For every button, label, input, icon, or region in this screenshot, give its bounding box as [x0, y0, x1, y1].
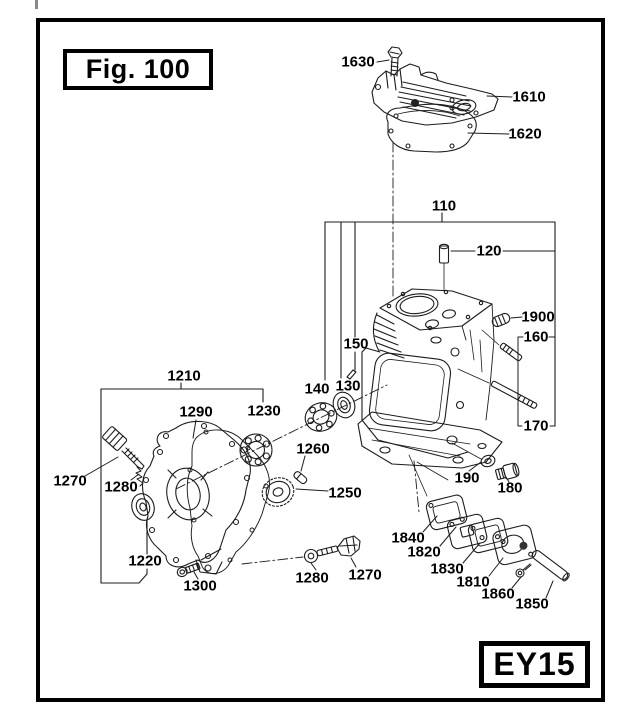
model-code-box [479, 641, 590, 688]
part-label-150: 150 [343, 335, 369, 353]
model-code: EY15 [493, 646, 576, 682]
part-label-1270-bottom: 1270 [348, 566, 382, 584]
part-label-1630: 1630 [341, 53, 375, 71]
part-label-1230: 1230 [247, 402, 281, 420]
part-label-1250: 1250 [328, 484, 362, 502]
part-label-1820: 1820 [407, 543, 441, 561]
part-label-180: 180 [497, 479, 523, 497]
part-label-1830: 1830 [430, 560, 464, 578]
part-label-1220: 1220 [128, 552, 162, 570]
figure-number-box [63, 49, 213, 90]
part-label-130: 130 [335, 377, 361, 395]
part-label-120: 120 [476, 242, 502, 260]
part-label-1610: 1610 [512, 88, 546, 106]
part-label-1260: 1260 [296, 440, 330, 458]
part-label-1270-left: 1270 [53, 472, 87, 490]
part-label-170: 170 [523, 417, 549, 435]
part-label-1840: 1840 [391, 529, 425, 547]
part-label-160: 160 [523, 328, 549, 346]
registration-tick [35, 0, 38, 9]
part-label-1900: 1900 [521, 308, 555, 326]
part-label-1620: 1620 [508, 125, 542, 143]
part-label-1280-left: 1280 [104, 478, 138, 496]
figure-number: Fig. 100 [85, 54, 191, 84]
part-label-1850: 1850 [515, 595, 549, 613]
part-label-110: 110 [431, 197, 457, 215]
part-label-1860: 1860 [481, 585, 515, 603]
part-label-1210: 1210 [167, 367, 201, 385]
part-label-1300: 1300 [183, 577, 217, 595]
part-label-190: 190 [454, 469, 480, 487]
part-label-1810: 1810 [456, 573, 490, 591]
part-label-1280-bottom: 1280 [295, 569, 329, 587]
part-label-140: 140 [304, 380, 330, 398]
part-label-1290: 1290 [179, 403, 213, 421]
